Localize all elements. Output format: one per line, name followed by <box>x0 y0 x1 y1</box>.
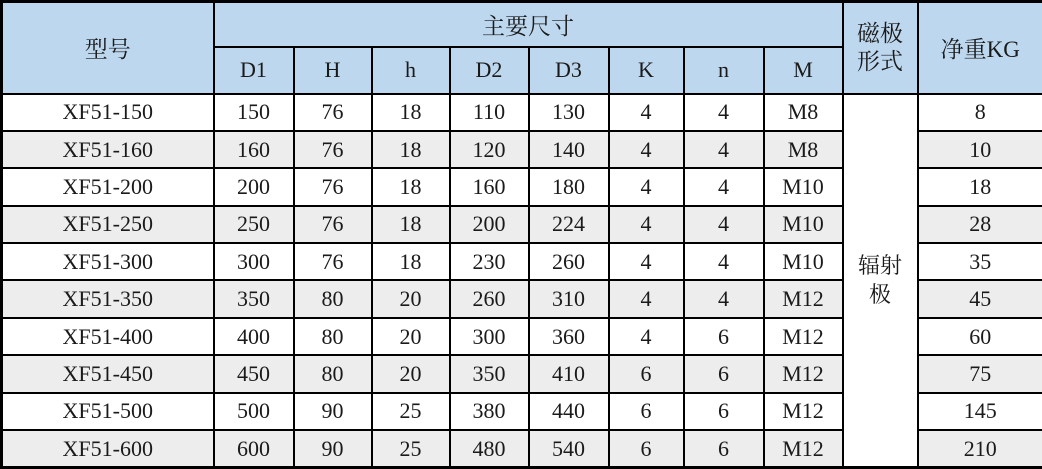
weight-cell: 10 <box>918 131 1042 168</box>
n-cell: 4 <box>684 206 764 243</box>
header-col-h: h <box>372 47 450 94</box>
header-model: 型号 <box>2 2 214 94</box>
H-cell: 90 <box>294 430 372 467</box>
d1-cell: 150 <box>214 94 294 131</box>
d1-cell: 250 <box>214 206 294 243</box>
header-col-d2: D2 <box>450 47 529 94</box>
H-cell: 76 <box>294 94 372 131</box>
m-cell: M12 <box>764 355 843 392</box>
m-cell: M10 <box>764 206 843 243</box>
n-cell: 6 <box>684 318 764 355</box>
H-cell: 76 <box>294 243 372 280</box>
d2-cell: 260 <box>450 280 529 317</box>
model-cell: XF51-350 <box>2 280 214 317</box>
k-cell: 4 <box>609 94 684 131</box>
n-cell: 6 <box>684 355 764 392</box>
d2-cell: 380 <box>450 393 529 430</box>
d1-cell: 400 <box>214 318 294 355</box>
model-cell: XF51-500 <box>2 393 214 430</box>
m-cell: M12 <box>764 318 843 355</box>
k-cell: 4 <box>609 280 684 317</box>
m-cell: M12 <box>764 393 843 430</box>
H-cell: 76 <box>294 168 372 205</box>
header-col-k: K <box>609 47 684 94</box>
weight-cell: 8 <box>918 94 1042 131</box>
n-cell: 4 <box>684 131 764 168</box>
d3-cell: 224 <box>529 206 609 243</box>
model-cell: XF51-400 <box>2 318 214 355</box>
m-cell: M10 <box>764 168 843 205</box>
k-cell: 4 <box>609 168 684 205</box>
k-cell: 6 <box>609 355 684 392</box>
d1-cell: 200 <box>214 168 294 205</box>
table-body <box>2 94 1042 468</box>
d1-cell: 160 <box>214 131 294 168</box>
h-cell: 20 <box>372 318 450 355</box>
d1-cell: 350 <box>214 280 294 317</box>
h-cell: 20 <box>372 280 450 317</box>
m-cell: M10 <box>764 243 843 280</box>
header-pole-form <box>843 2 918 94</box>
h-cell: 18 <box>372 168 450 205</box>
d2-cell: 200 <box>450 206 529 243</box>
h-cell: 18 <box>372 243 450 280</box>
h-cell: 20 <box>372 355 450 392</box>
d1-cell: 450 <box>214 355 294 392</box>
model-cell: XF51-300 <box>2 243 214 280</box>
weight-cell: 145 <box>918 393 1042 430</box>
d3-cell: 410 <box>529 355 609 392</box>
d2-cell: 230 <box>450 243 529 280</box>
H-cell: 76 <box>294 206 372 243</box>
weight-cell: 18 <box>918 168 1042 205</box>
weight-cell: 28 <box>918 206 1042 243</box>
k-cell: 6 <box>609 430 684 467</box>
header-col-H: H <box>294 47 372 94</box>
d2-cell: 110 <box>450 94 529 131</box>
h-cell: 25 <box>372 393 450 430</box>
m-cell: M8 <box>764 94 843 131</box>
k-cell: 4 <box>609 131 684 168</box>
model-cell: XF51-250 <box>2 206 214 243</box>
k-cell: 4 <box>609 206 684 243</box>
h-cell: 18 <box>372 94 450 131</box>
h-cell: 18 <box>372 131 450 168</box>
d2-cell: 480 <box>450 430 529 467</box>
model-cell: XF51-150 <box>2 94 214 131</box>
d3-cell: 310 <box>529 280 609 317</box>
H-cell: 80 <box>294 280 372 317</box>
header-net-weight: 净重KG <box>918 2 1042 94</box>
d2-cell: 160 <box>450 168 529 205</box>
H-cell: 90 <box>294 393 372 430</box>
h-cell: 18 <box>372 206 450 243</box>
weight-cell: 60 <box>918 318 1042 355</box>
m-cell: M8 <box>764 131 843 168</box>
d2-cell: 350 <box>450 355 529 392</box>
header-main-dimensions: 主要尺寸 <box>214 2 843 47</box>
table-header <box>2 2 1042 94</box>
d2-cell: 300 <box>450 318 529 355</box>
d3-cell: 440 <box>529 393 609 430</box>
n-cell: 4 <box>684 280 764 317</box>
d3-cell: 360 <box>529 318 609 355</box>
weight-cell: 45 <box>918 280 1042 317</box>
h-cell: 25 <box>372 430 450 467</box>
d3-cell: 140 <box>529 131 609 168</box>
H-cell: 76 <box>294 131 372 168</box>
n-cell: 6 <box>684 430 764 467</box>
weight-cell: 75 <box>918 355 1042 392</box>
k-cell: 4 <box>609 318 684 355</box>
model-cell: XF51-450 <box>2 355 214 392</box>
d1-cell: 300 <box>214 243 294 280</box>
n-cell: 6 <box>684 393 764 430</box>
m-cell: M12 <box>764 280 843 317</box>
header-col-m: M <box>764 47 843 94</box>
n-cell: 4 <box>684 243 764 280</box>
weight-cell: 210 <box>918 430 1042 467</box>
model-cell: XF51-600 <box>2 430 214 467</box>
d3-cell: 540 <box>529 430 609 467</box>
header-col-n: n <box>684 47 764 94</box>
d3-cell: 180 <box>529 168 609 205</box>
d2-cell: 120 <box>450 131 529 168</box>
weight-cell: 35 <box>918 243 1042 280</box>
k-cell: 6 <box>609 393 684 430</box>
H-cell: 80 <box>294 318 372 355</box>
n-cell: 4 <box>684 94 764 131</box>
d1-cell: 500 <box>214 393 294 430</box>
m-cell: M12 <box>764 430 843 467</box>
H-cell: 80 <box>294 355 372 392</box>
d3-cell: 130 <box>529 94 609 131</box>
model-cell: XF51-160 <box>2 131 214 168</box>
table-row <box>2 94 1042 131</box>
d3-cell: 260 <box>529 243 609 280</box>
d1-cell: 600 <box>214 430 294 467</box>
model-cell: XF51-200 <box>2 168 214 205</box>
header-col-d3: D3 <box>529 47 609 94</box>
header-pole-form-line1: 磁极 <box>857 21 903 47</box>
n-cell: 4 <box>684 168 764 205</box>
header-pole-form-line2: 形式 <box>857 48 903 74</box>
header-row-top <box>2 2 1042 47</box>
k-cell: 4 <box>609 243 684 280</box>
header-col-d1: D1 <box>214 47 294 94</box>
pole-form-value-cell: 辐射极 <box>843 94 918 468</box>
